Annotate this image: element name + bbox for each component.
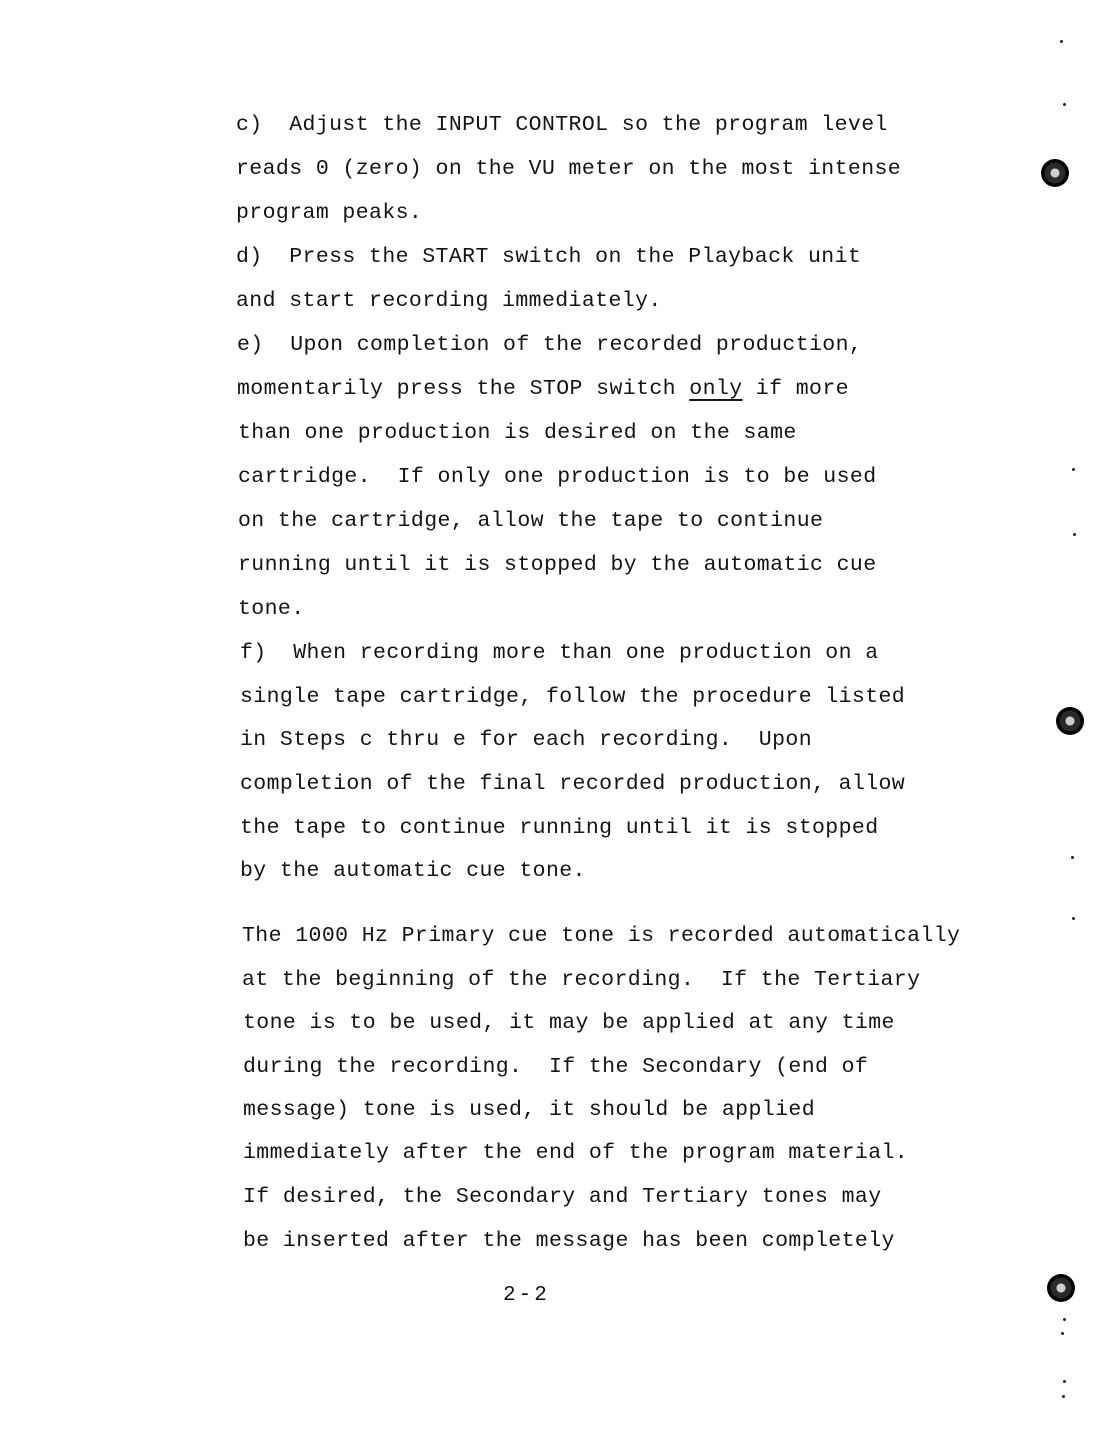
scan-speck	[1072, 917, 1075, 920]
step-c-line-1: c) Adjust the INPUT CONTROL so the program level	[236, 113, 888, 137]
scan-speck	[1061, 1332, 1064, 1335]
step-c-line-3: program peaks.	[236, 201, 423, 225]
step-e-line-2-start: momentarily press the STOP switch	[237, 377, 690, 401]
cue-tone-line-2: at the beginning of the recording. If the Tertiary	[242, 968, 921, 992]
step-f-line-5: the tape to continue running until it is stopped	[240, 816, 879, 840]
step-d-line-1: d) Press the START switch on the Playback unit	[236, 245, 862, 269]
step-d-line-2: and start recording immediately.	[236, 289, 662, 313]
cue-tone-line-6: immediately after the end of the program material.	[243, 1141, 909, 1165]
punch-hole-bottom	[1047, 1274, 1075, 1302]
scan-speck	[1063, 1380, 1066, 1383]
scan-speck	[1062, 1395, 1065, 1398]
underlined-only: only	[689, 377, 743, 401]
cue-tone-line-3: tone is to be used, it may be applied at any time	[243, 1011, 895, 1035]
step-e-line-7: tone.	[238, 597, 305, 621]
step-f-line-1: f) When recording more than one production on a	[240, 641, 879, 665]
step-e-line-6: running until it is stopped by the automatic cue	[238, 553, 877, 577]
step-e-line-4: cartridge. If only one production is to be used	[238, 465, 877, 489]
step-c-line-2: reads 0 (zero) on the VU meter on the most intense	[236, 157, 902, 181]
step-e-line-3: than one production is desired on the same	[238, 421, 797, 445]
scan-speck	[1072, 468, 1075, 471]
step-f-line-4: completion of the final recorded production, allow	[240, 772, 906, 796]
step-f-line-2: single tape cartridge, follow the procedure listed	[240, 685, 906, 709]
scan-speck	[1071, 856, 1074, 859]
page-number: 2-2	[503, 1284, 550, 1307]
cue-tone-line-1: The 1000 Hz Primary cue tone is recorded automatically	[242, 924, 961, 948]
cue-tone-line-5: message) tone is used, it should be applied	[243, 1098, 815, 1122]
scan-speck	[1063, 103, 1066, 106]
cue-tone-line-8: be inserted after the message has been completely	[243, 1229, 895, 1253]
cue-tone-line-7: If desired, the Secondary and Tertiary tones may	[243, 1185, 882, 1209]
step-e-line-2	[237, 376, 849, 402]
step-f-line-3: in Steps c thru e for each recording. Upon	[240, 728, 812, 752]
step-e-line-1: e) Upon completion of the recorded production,	[237, 333, 863, 357]
step-e-line-5: on the cartridge, allow the tape to continue	[238, 509, 824, 533]
scan-speck	[1060, 40, 1063, 43]
punch-hole-middle	[1056, 707, 1084, 735]
scan-speck	[1073, 533, 1076, 536]
punch-hole-top	[1041, 159, 1069, 187]
scan-speck	[1063, 1318, 1066, 1321]
step-f-line-6: by the automatic cue tone.	[240, 859, 586, 883]
cue-tone-line-4: during the recording. If the Secondary (end of	[243, 1055, 869, 1079]
step-e-line-2-end: if more	[742, 377, 849, 401]
